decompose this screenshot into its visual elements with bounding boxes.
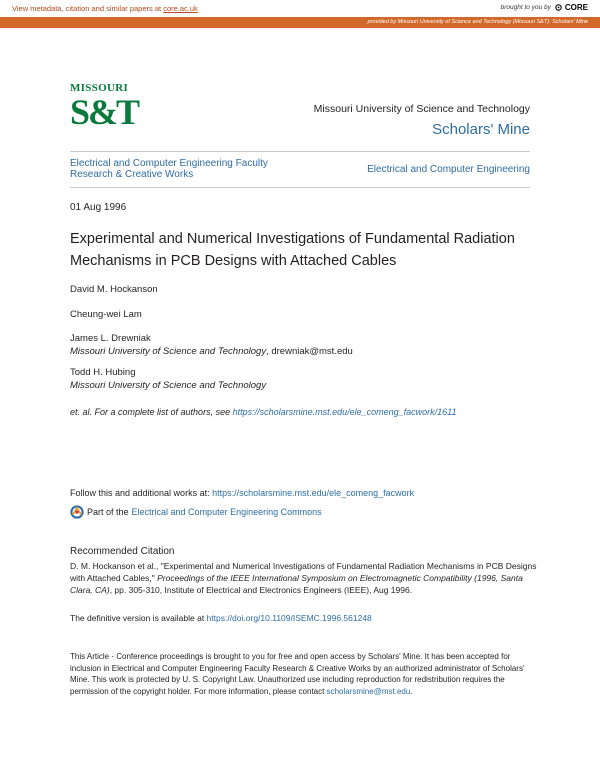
author-block [70,366,266,392]
provided-by-bar [0,17,600,28]
scholars-mine-link[interactable]: Scholars' Mine [432,121,530,138]
author-block [70,283,158,296]
contact-email-link[interactable]: scholarsmine@mst.edu [326,686,411,696]
core-logo-label: CORE [564,3,588,12]
part-of-line [70,505,322,519]
author-name: Cheung-wei Lam [70,309,142,320]
divider-bottom [70,187,530,188]
copyright-notice [70,651,530,697]
core-logo-icon [554,3,563,12]
etal-link[interactable]: https://scholarsmine.mst.edu/ele_comeng_facwork/1611 [232,407,457,417]
author-block [70,332,353,358]
etal-text: et. al. For a complete list of authors, see [70,407,233,417]
bepress-commons-icon [70,505,84,519]
etal-note [70,407,457,417]
author-affiliation: Missouri University of Science and Technology [70,380,267,391]
collection-link-faculty[interactable]: Electrical and Computer Engineering Faculty Research & Creative Works [70,158,268,180]
author-name: David M. Hockanson [70,284,158,295]
university-name: Missouri University of Science and Technology [313,103,530,115]
paper-title: Experimental and Numerical Investigations of Fundamental Radiation Mechanisms in PCB Designs with Attached Cables [70,231,515,269]
core-link[interactable]: core.ac.uk [163,4,198,13]
author-affiliation: Missouri University of Science and Technology [70,346,267,357]
logo-missouri-text: MISSOURI [70,82,129,94]
core-metadata-text: View metadata, citation and similar papers at [12,4,164,13]
follow-line [70,488,414,498]
citation-text-part2: , pp. 305-310, Institute of Electrical and Electronics Engineers (IEEE), Aug 1996. [109,585,413,596]
publication-date: 01 Aug 1996 [70,202,127,213]
citation-body [70,560,540,597]
core-brought-by[interactable] [501,3,588,12]
doi-link[interactable]: https://doi.org/10.1109/ISEMC.1996.561248 [206,613,372,623]
core-top-bar [0,0,600,17]
recommended-citation-heading: Recommended Citation [70,546,175,557]
missouri-st-logo [70,82,140,140]
notice-end: . [410,686,413,696]
follow-text: Follow this and additional works at: [70,488,213,498]
core-metadata-notice [12,4,198,13]
author-email: , drewniak@mst.edu [266,346,353,357]
author-name: Todd H. Hubing [70,367,136,378]
follow-link[interactable]: https://scholarsmine.mst.edu/ele_comeng_facwork [212,488,415,498]
collection-link-department[interactable]: Electrical and Computer Engineering [367,164,530,175]
part-of-text: Part of the [87,507,129,517]
logo-st-text: S&T [70,92,139,132]
core-logo[interactable] [554,3,588,12]
notice-text: This Article - Conference proceedings is brought to you for free and open access by Scholars' Mine. It has been accepted for inclusion in Electrical and Computer Engineering Faculty Research & Creative Works by an authorized administrator of Scholars' Mine. This work is protected by U. S. Copyright Law. Unauthorized use including reproduction for redistribution requires the permission of the copyright holder. For more information, please contact [70,652,525,696]
divider-top [70,151,530,152]
definitive-text: The definitive version is available at [70,613,207,623]
author-block [70,308,142,321]
definitive-version [70,613,372,623]
provided-by-text: provided by Missouri University of Science and Technology (Missouri S&T): Scholars' Mine [367,19,588,25]
citation-text-part1: D. M. Hockanson et al., "Experimental and Numerical Investigations of Fundamental Radiation Mechanisms in PCB Designs with Attached Cables," [70,561,537,584]
commons-link[interactable]: Electrical and Computer Engineering Commons [131,507,322,517]
citation-proceedings: Proceedings of the IEEE International Symposium on Electromagnetic Compatibility (1996, Santa Clara, CA) [70,573,523,596]
brought-by-text: brought to you by [500,4,551,11]
author-name: James L. Drewniak [70,333,151,344]
